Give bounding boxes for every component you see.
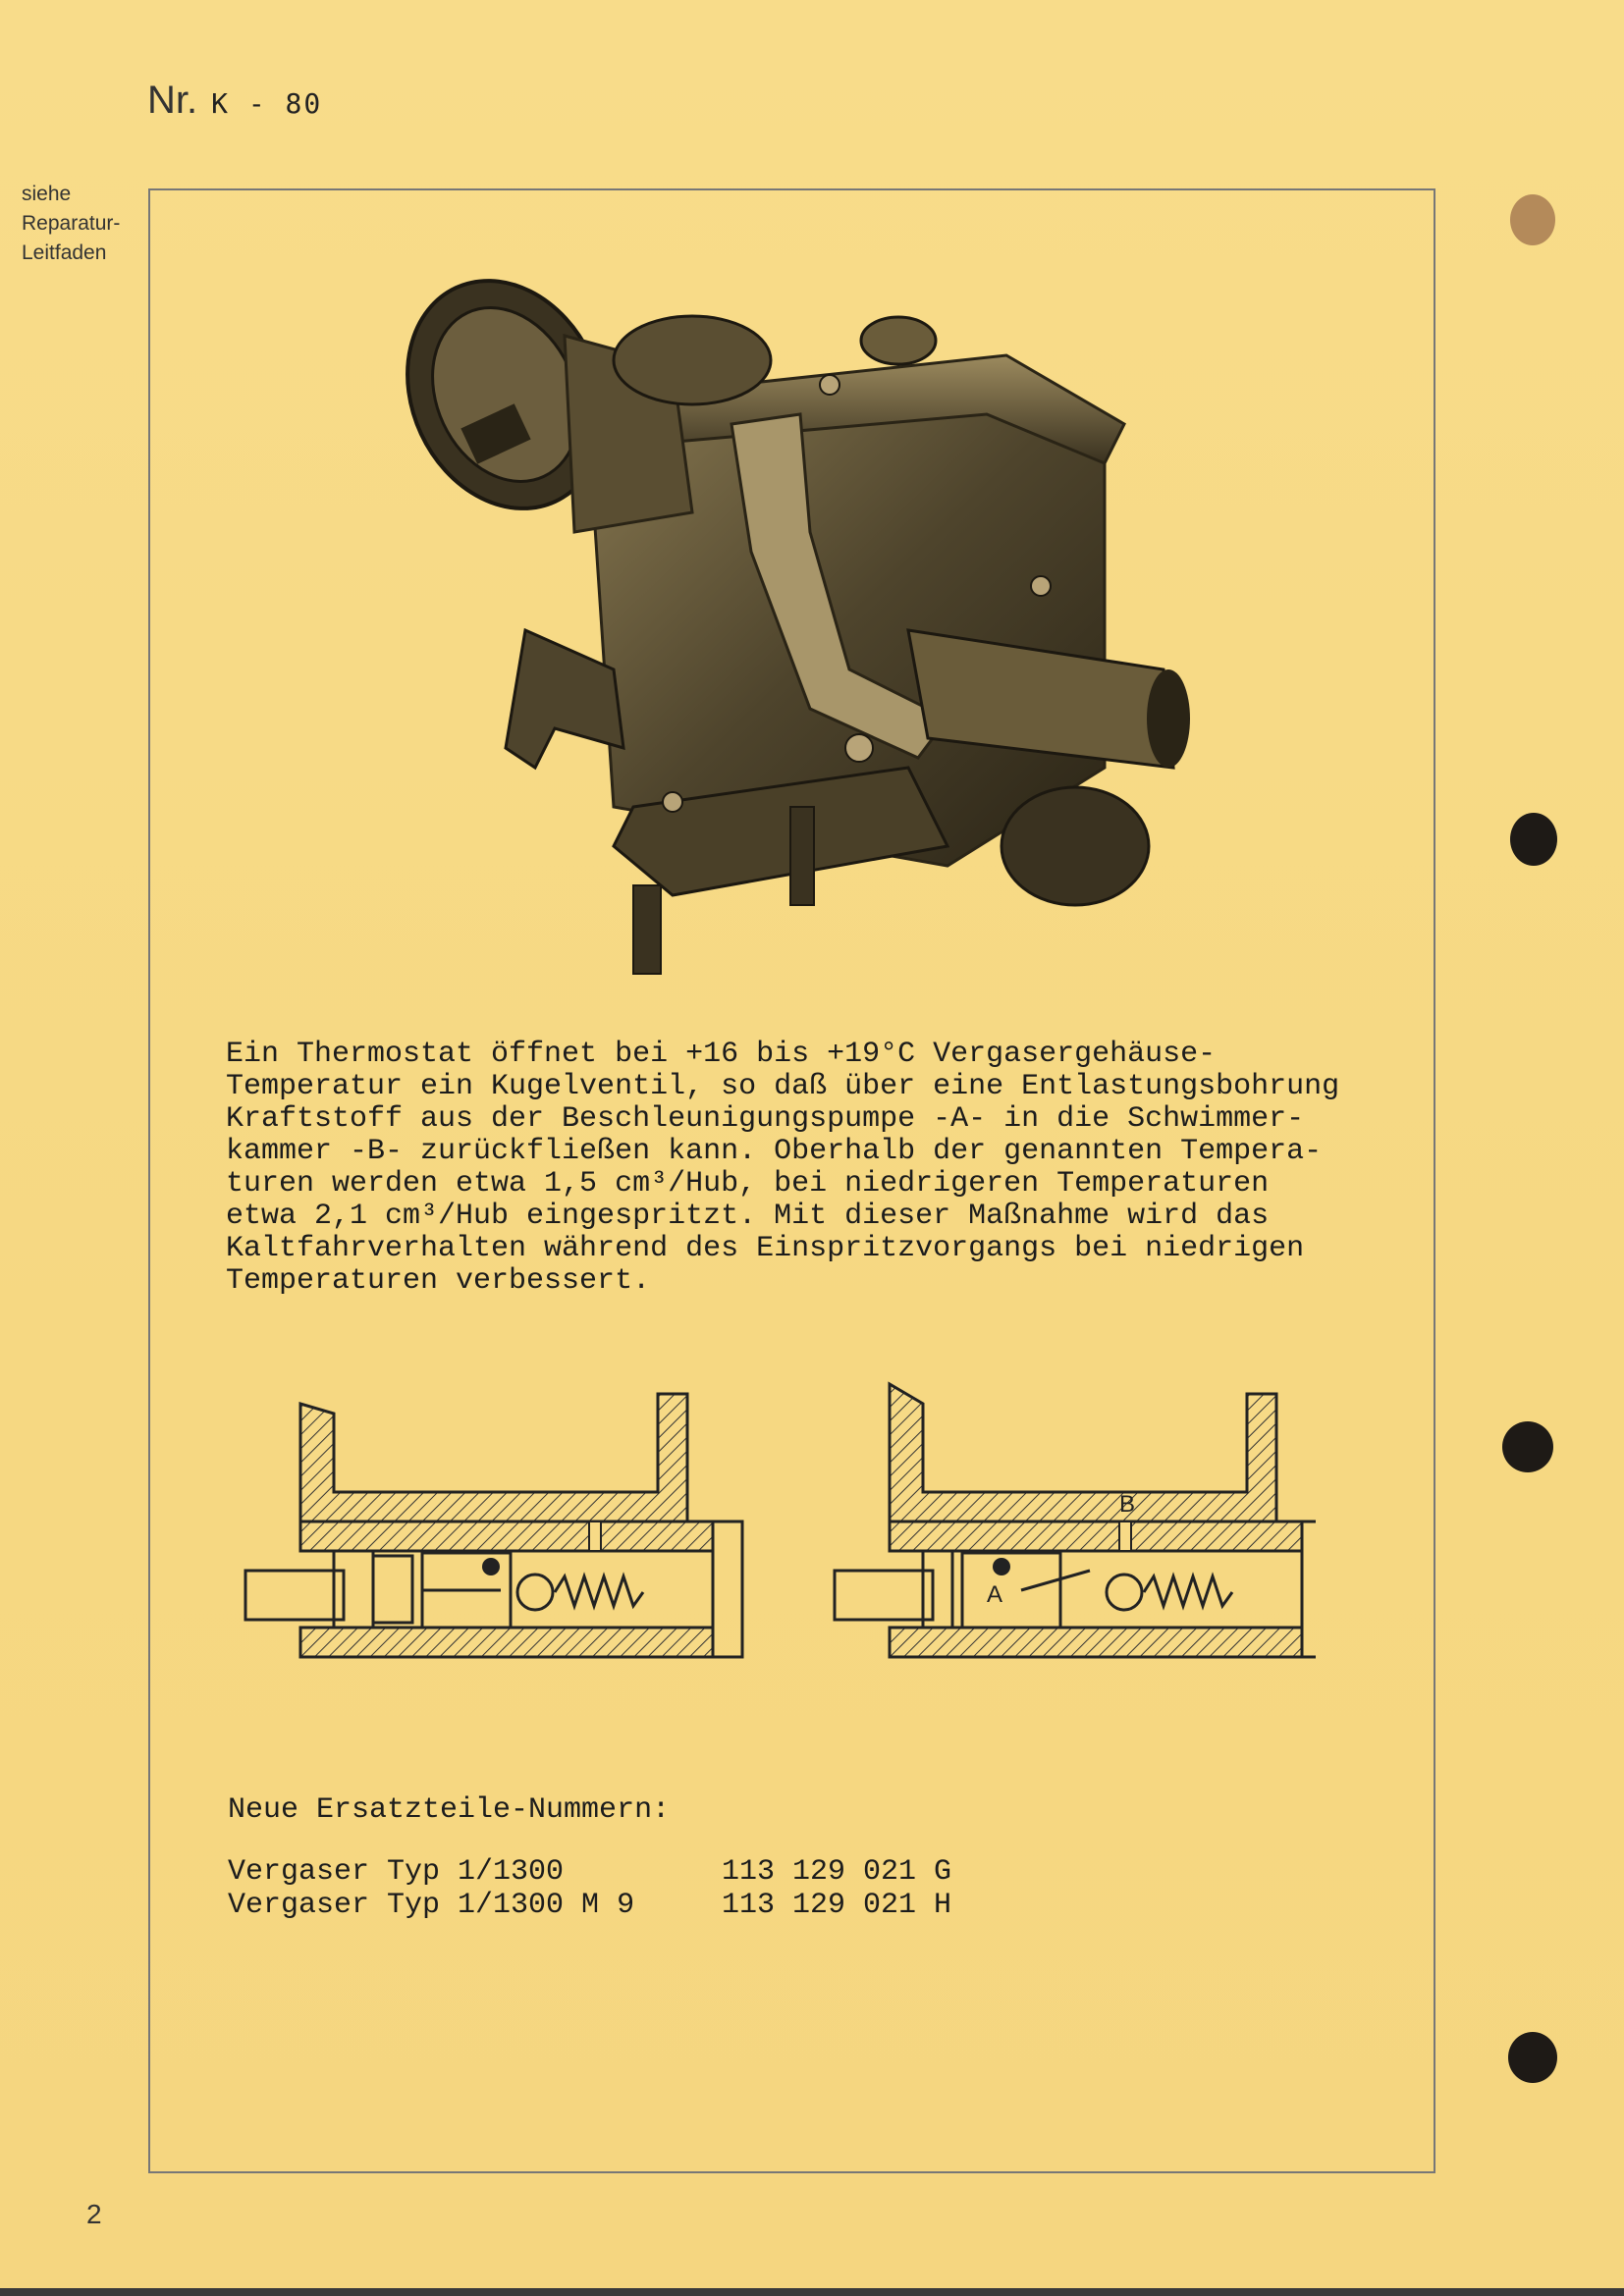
parts-row [228,1855,951,1889]
text-line: etwa 2,1 cm³/Hub eingespritzt. Mit dieser Maßnahme wird das [226,1200,1270,1233]
text-line: Kaltfahrverhalten während des Einspritzvorgangs bei niedrigen [226,1232,1305,1265]
valve-diagrams [236,1374,1316,1688]
text-line: Temperaturen verbessert. [226,1264,651,1298]
document-header [147,79,322,123]
binder-hole [1510,813,1557,866]
parts-title: Neue Ersatzteile-Nummern: [228,1793,671,1827]
binder-hole [1502,1421,1553,1472]
text-line: turen werden etwa 1,5 cm³/Hub, bei niedrigeren Temperaturen [226,1167,1270,1201]
scan-edge [0,2288,1624,2296]
diagram-right [835,1384,1316,1657]
carburetor-photo [398,257,1203,984]
page-number: 2 [86,2199,102,2229]
parts-row [228,1889,951,1922]
part-name: Vergaser Typ 1/1300 M 9 [228,1889,635,1922]
label-b: B [1119,1491,1136,1518]
diagram-left [245,1394,742,1657]
parts-list [228,1855,951,1922]
document-number: K - 80 [211,87,323,120]
description-text [226,1038,1340,1298]
part-name: Vergaser Typ 1/1300 [228,1855,565,1889]
binder-hole [1508,2032,1557,2083]
binder-hole [1510,194,1555,245]
text-line: Temperatur ein Kugelventil, so daß über eine Entlastungsbohrung [226,1070,1340,1103]
part-number: 113 129 021 H [722,1889,952,1922]
number-prefix: Nr. [147,79,198,122]
label-a: A [987,1581,1003,1608]
text-line: Ein Thermostat öffnet bei +16 bis +19°C Vergasergehäuse- [226,1038,1217,1071]
side-note-line: siehe [22,183,72,205]
side-note [22,180,120,268]
side-note-line: Leitfaden [22,241,107,264]
text-line: kammer -B- zurückfließen kann. Oberhalb der genannten Tempera- [226,1135,1323,1168]
side-note-line: Reparatur- [22,212,121,235]
text-line: Kraftstoff aus der Beschleunigungspumpe -A- in die Schwimmer- [226,1102,1305,1136]
part-number: 113 129 021 G [722,1855,952,1889]
